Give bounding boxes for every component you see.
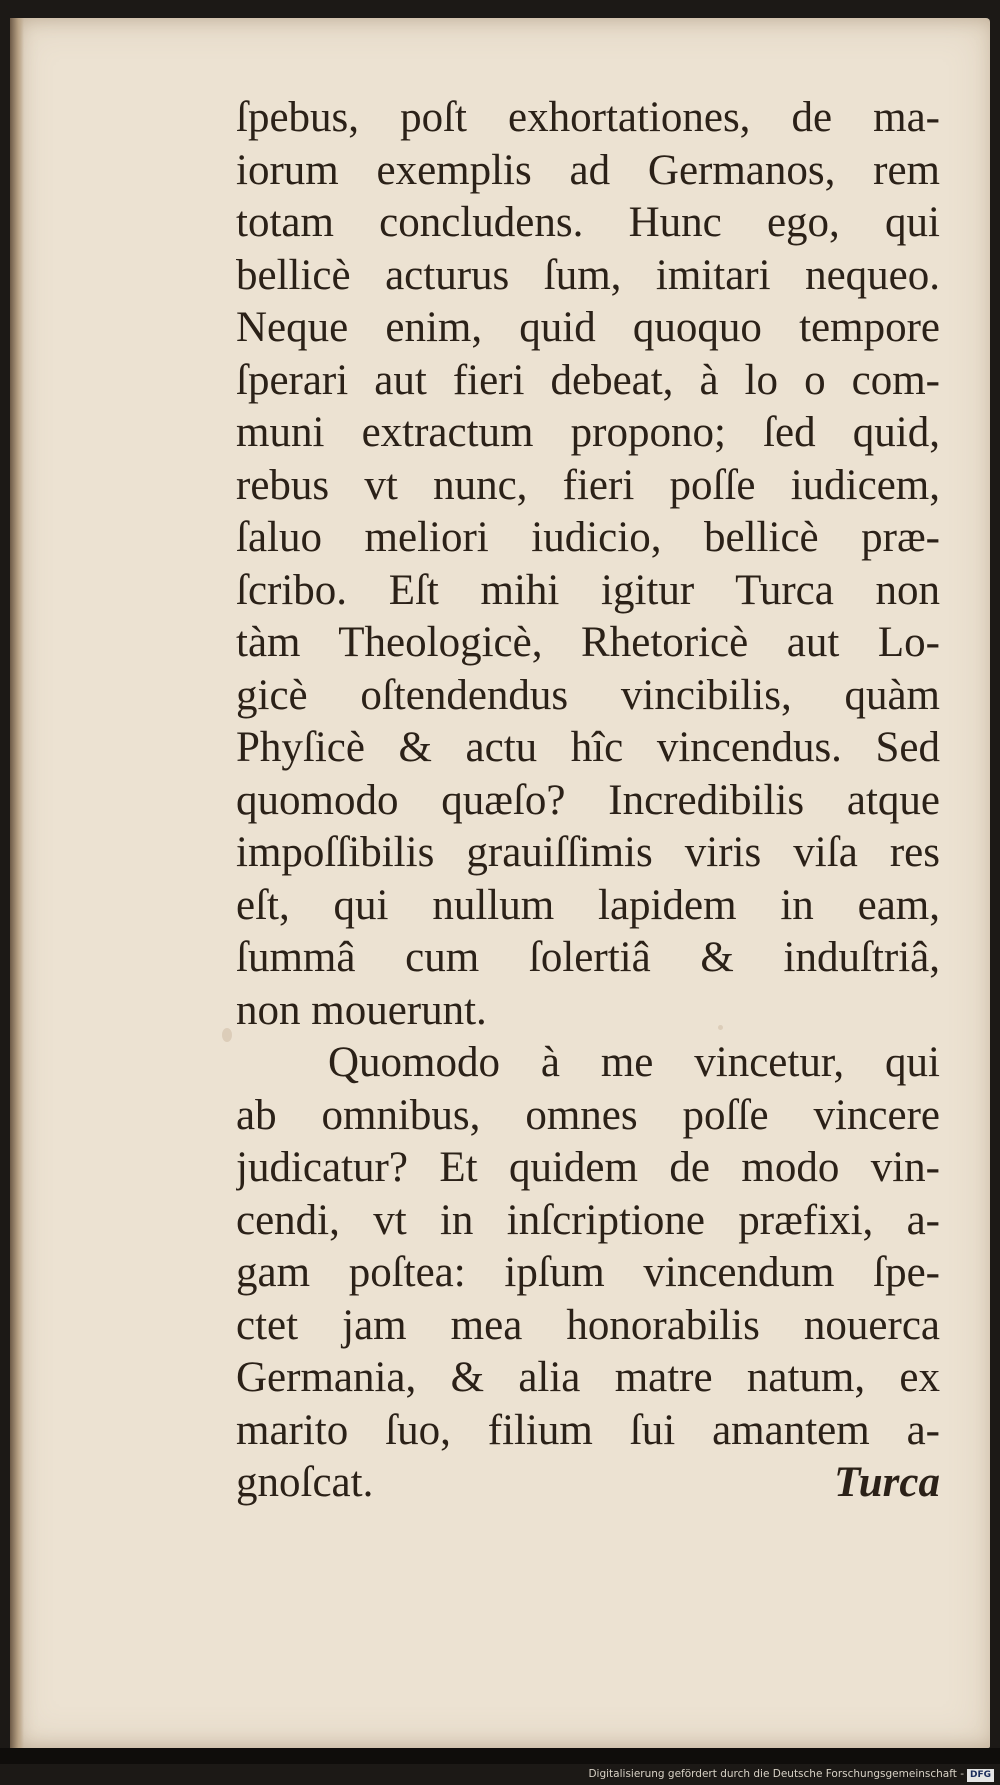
text-line: non mouerunt. [236,986,487,1034]
scan-bottom-band [0,1748,1000,1764]
text-line-paragraph-start: Quomodo à me vincetur, qui [328,1039,940,1086]
text-line: ctet jam mea honorabilis nouerca [236,1301,940,1349]
dfg-logo-badge: DFG [967,1769,994,1782]
text-line: judicatur? Et quidem de modo vin- [236,1144,940,1191]
text-line: marito ſuo, filium ſui amantem a- [236,1406,940,1454]
text-line: eſt, qui nullum lapidem in eam, [236,881,940,929]
credit-text: Digitalisierung gefördert durch die Deutsche Forschungsgemeinschaft - [588,1768,964,1780]
page-gutter-edge [10,18,24,1748]
text-line: cendi, vt in inſcriptione præfixi, a- [236,1196,940,1244]
text-line: iorum exemplis ad Germanos, rem [236,146,940,194]
text-line: Germania, & alia matre natum, ex [236,1354,940,1401]
text-line: impoſſibilis grauiſſimis viris viſa res [236,829,940,876]
final-text-row [236,1457,940,1510]
text-line: ſpebus, poſt exhortationes, de ma- [236,94,940,141]
text-line: Neque enim, quid quoquo tempore [236,304,940,351]
text-line: tàm Theologicè, Rhetoricè aut Lo- [236,619,940,666]
text-line: ſperari aut fieri debeat, à lo o com- [236,356,940,404]
text-line: ab omnibus, omnes poſſe vincere [236,1091,940,1139]
paper-stain [222,1028,232,1042]
text-line: quomodo quæſo? Incredibilis atque [236,776,940,824]
text-line: ſcribo. Eſt mihi igitur Turca non [236,566,940,614]
text-line: Phyſicè & actu hîc vincendus. Sed [236,724,940,771]
page-text [236,92,940,1510]
final-word: gnoſcat. [236,1459,374,1506]
text-line: totam concludens. Hunc ego, qui [236,199,940,246]
text-line: gam poſtea: ipſum vincendum ſpe- [236,1249,940,1296]
text-line: ſummâ cum ſolertiâ & induſtriâ, [236,934,940,981]
text-line: bellicè acturus ſum, imitari nequeo. [236,251,940,299]
text-line: ſaluo meliori iudicio, bellicè præ- [236,514,940,561]
text-line: muni extractum propono; ſed quid, [236,409,940,456]
digitization-credit [588,1766,994,1782]
text-line: rebus vt nunc, fieri poſſe iudicem, [236,461,940,509]
catchword: Turca [834,1459,940,1506]
text-line: gicè oſtendendus vincibilis, quàm [236,671,940,719]
